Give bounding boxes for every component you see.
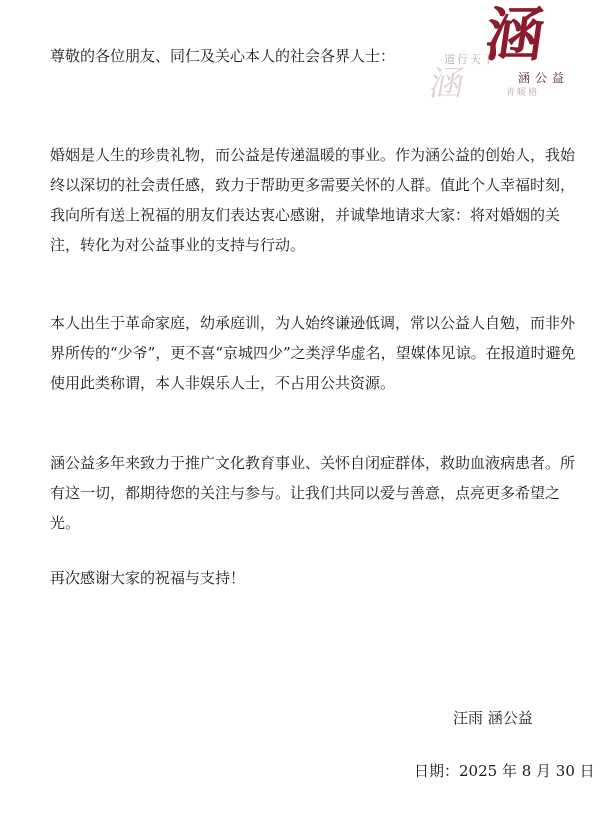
signature: 汪雨 涵公益 <box>453 709 533 727</box>
paragraph-2: 本人出生于革命家庭，幼承庭训，为人始终谦逊低调，常以公益人自勉，而非外界所传的“少爷”，更不喜“京城四少”之类浮华虚名，望媒体见谅。在报道时避免使用此类称谓，本人非娱乐人士，不占用公共资源。 <box>50 314 576 392</box>
logo-name: 涵公益 <box>518 71 570 85</box>
organization-logo <box>420 2 598 110</box>
logo-motto-top: 道行天下 <box>444 53 496 66</box>
date-line: 日期：2025 年 8 月 30 日 <box>414 762 595 780</box>
paragraph-4: 再次感谢大家的祝福与支持！ <box>50 569 246 587</box>
logo-big-char: 涵 <box>481 1 549 69</box>
salutation: 尊敬的各位朋友、同仁及关心本人的社会各界人士： <box>50 47 396 65</box>
logo-shadow-char: 涵 <box>426 64 468 104</box>
logo-motto-bottom: 青暖格 <box>506 88 540 98</box>
paragraph-3: 涵公益多年来致力于推广文化教育事业、关怀自闭症群体，救助血液病患者。所有这一切，都期待您的关注与参与。让我们共同以爱与善意，点亮更多希望之光。 <box>50 454 576 532</box>
paragraph-1: 婚姻是人生的珍贵礼物，而公益是传递温暖的事业。作为涵公益的创始人，我始终以深切的社会责任感，致力于帮助更多需要关怀的人群。值此个人幸福时刻，我向所有送上祝福的朋友们表达衷心感谢，并诚挚地请求大家：将对婚姻的关注，转化为对公益事业的支持与行动。 <box>50 146 576 254</box>
